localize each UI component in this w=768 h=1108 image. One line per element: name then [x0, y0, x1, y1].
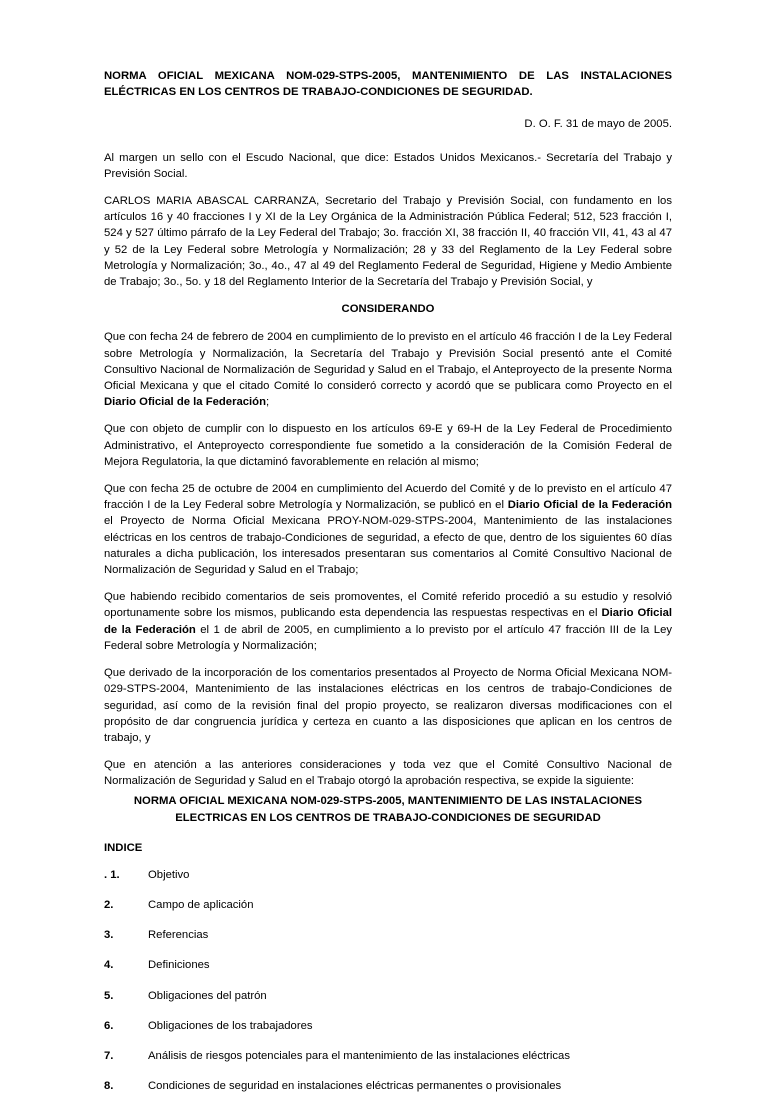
index-item-label: Objetivo — [148, 868, 190, 881]
index-item-obligaciones-del-patron[interactable] — [104, 988, 672, 1004]
index-item-obligaciones-de-los-trabajadores[interactable] — [104, 1018, 672, 1034]
publication-date-line: D. O. F. 31 de mayo de 2005. — [524, 118, 672, 131]
emphasis-diario-oficial: Diario Oficial de la Federación — [507, 499, 672, 512]
index-item-label: Condiciones de seguridad en instalaciones eléctricas permanentes o provisionales — [148, 1080, 562, 1093]
norma-official-title — [104, 793, 672, 827]
authority-paragraph: CARLOS MARIA ABASCAL CARRANZA, Secretario del Trabajo y Previsión Social, con fundamento en los artículos 16 y 40 fracciones I y XI de la Ley Orgánica de la Administración Pública Federal; 512, 523 fracción I, 524 y 527 último párrafo de la Ley Federal del Trabajo; 3o. fracción XI, 38 fracción II, 40 fracción VII, 41, 43 al 47 y 52 de la Ley Federal sobre Metrología y Normalización; 28 y 33 del Reglamento de la Ley Federal sobre Metrología y Normalización; 3o., 4o., 47 al 49 del Reglamento Federal de Seguridad, Higiene y Medio Ambiente de Trabajo; 3o., 5o. y 18 del Reglamento Interior de la Secretaría del Trabajo y Previsión Social, y — [104, 195, 672, 289]
paragraph-text-part2: el 1 de abril de 2005, en cumplimiento a lo previsto por el artículo 47 fracción III de la Ley Federal sobre Metrología y Normalización; — [104, 623, 672, 652]
considerando-paragraph-1 — [104, 329, 672, 410]
considerando-paragraph-2 — [104, 421, 672, 470]
index-item-analisis-de-riesgos[interactable] — [104, 1048, 672, 1064]
index-item-referencias[interactable] — [104, 927, 672, 943]
paragraph-text-part1: Que derivado de la incorporación de los comentarios presentados al Proyecto de Norma Oficial Mexicana NOM-029-STPS-2004, Mantenimiento de las instalaciones eléctricas en los centros de trabajo-Condiciones de seguridad, así como de la revisión final del propio proyecto, se realizaron diversas modificaciones con el propósito de dar congruencia jurídica y certeza en cuanto a las disposiciones que aplican en los centros de trabajo, y — [104, 667, 672, 744]
index-item-number: 5. — [104, 989, 114, 1002]
norma-title-line-1: NORMA OFICIAL MEXICANA NOM-029-STPS-2005, MANTENIMIENTO DE LAS INSTALACIONES — [133, 794, 643, 807]
index-item-definiciones[interactable] — [104, 957, 672, 973]
index-item-number: 8. — [104, 1080, 114, 1093]
paragraph-text-part2: ; — [265, 396, 270, 409]
norma-title-line-2: ELECTRICAS EN LOS CENTROS DE TRABAJO-CONDICIONES DE SEGURIDAD — [175, 811, 601, 824]
index-item-label: Campo de aplicación — [148, 898, 254, 911]
indice-heading: INDICE — [104, 841, 143, 854]
considerando-paragraph-6 — [104, 757, 672, 789]
index-item-number: 3. — [104, 929, 114, 942]
paragraph-text-part1: Que en atención a las anteriores consideraciones y toda vez que el Comité Consultivo Nacional de Normalización de Seguridad y Salud en el Trabajo otorgó la aprobación respectiva, se expide la siguiente: — [104, 759, 672, 788]
paragraph-text-part1: Que habiendo recibido comentarios de seis promoventes, el Comité referido procedió a su estudio y resolvió oportunamente sobre los mismos, publicando esta dependencia las respuestas respectivas en el — [104, 591, 672, 620]
index-item-number: . 1. — [104, 868, 120, 881]
document-content — [104, 68, 672, 1108]
paragraph-text-part1: Que con fecha 24 de febrero de 2004 en cumplimiento de lo previsto en el artículo 46 fracción I de la Ley Federal sobre Metrología y Normalización, la Secretaría del Trabajo y Previsión Social presentó ante el Comité Consultivo Nacional de Normalización de Seguridad y Salud en el Trabajo, el Anteproyecto de la presente Norma Oficial Mexicana y que el citado Comité lo consideró correcto y acordó que se publicara como Proyecto en el — [104, 331, 672, 393]
index-item-objetivo[interactable] — [104, 867, 672, 883]
index-item-label: Análisis de riesgos potenciales para el mantenimiento de las instalaciones eléctricas — [148, 1049, 570, 1062]
document-header-title: NORMA OFICIAL MEXICANA NOM-029-STPS-2005, MANTENIMIENTO DE LAS INSTALACIONES ELÉCTRICAS EN LOS CENTROS DE TRABAJO-CONDICIONES DE SEGURIDAD. — [104, 70, 672, 99]
considerando-paragraph-4 — [104, 589, 672, 654]
index-item-campo-de-aplicacion[interactable] — [104, 897, 672, 913]
margin-seal-note: Al margen un sello con el Escudo Nacional, que dice: Estados Unidos Mexicanos.- Secretaría del Trabajo y Previsión Social. — [104, 151, 672, 180]
index-item-label: Referencias — [148, 929, 209, 942]
considerando-heading: CONSIDERANDO — [341, 303, 435, 316]
index-item-label: Definiciones — [148, 959, 210, 972]
paragraph-text-part2: el Proyecto de Norma Oficial Mexicana PROY-NOM-029-STPS-2004, Mantenimiento de las instalaciones eléctricas en los centros de trabajo-Condiciones de seguridad, a efecto de que, dentro de los siguientes 60 días naturales a dicha publicación, los interesados presentaran sus comentarios al Comité Consultivo Nacional de Normalización de Seguridad y Salud en el Trabajo; — [104, 515, 672, 577]
index-item-number: 2. — [104, 898, 114, 911]
index-item-label: Obligaciones del patrón — [148, 989, 267, 1002]
paragraph-text-part1: Que con fecha 25 de octubre de 2004 en cumplimiento del Acuerdo del Comité y de lo previsto en el artículo 47 fracción I de la Ley Federal sobre Metrología y Normalización, se publicó en el — [104, 483, 672, 512]
emphasis-diario-oficial: Diario Oficial de la Federación — [104, 396, 266, 409]
index-item-number: 4. — [104, 959, 114, 972]
index-list — [104, 867, 672, 1095]
considerando-paragraph-5 — [104, 665, 672, 746]
index-item-label: Obligaciones de los trabajadores — [148, 1019, 313, 1032]
index-item-number: 6. — [104, 1019, 114, 1032]
paragraph-text-part1: Que con objeto de cumplir con lo dispuesto en los artículos 69-E y 69-H de la Ley Federal de Procedimiento Administrativo, el Anteproyecto correspondiente fue sometido a la consideración de la Comisión Federal de Mejora Regulatoria, la que dictaminó favorablemente en relación al mismo; — [104, 423, 672, 468]
index-item-condiciones-de-seguridad[interactable] — [104, 1078, 672, 1094]
emphasis-diario-oficial: Diario Oficial de la Federación — [104, 607, 672, 636]
index-item-number: 7. — [104, 1049, 114, 1062]
considerando-paragraph-3 — [104, 481, 672, 578]
